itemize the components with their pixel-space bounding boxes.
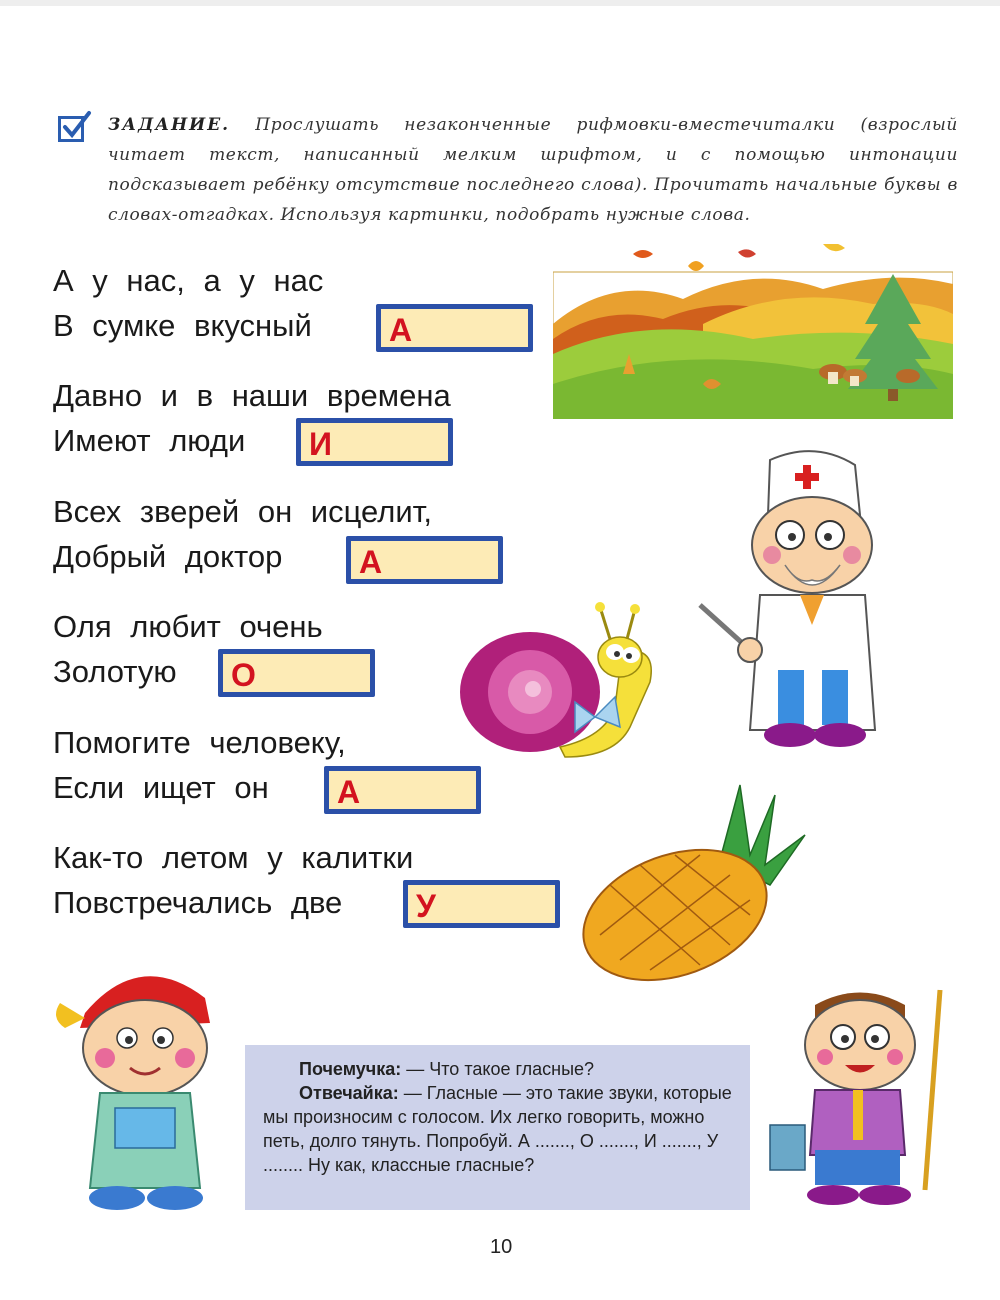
answer-letter: А — [359, 544, 383, 580]
top-bar — [0, 0, 1000, 6]
rhyme-line-1: Давно и в наши времена — [53, 378, 451, 413]
task-text: Прослушать незаконченные рифмовки-вместечиталки (взрослый читает текст, написанный мелким шрифтом, и с помощью интонации подсказывает ребёнку отсутствие последнего слова). Прочитать начальные буквы в словах-отгадках. Используя картинки, подобрать нужные слова. — [108, 115, 958, 225]
answer-paragraph — [263, 1081, 736, 1177]
dialog-box — [245, 1045, 750, 1210]
answer-box-4[interactable] — [218, 649, 375, 697]
boy-cap-illustration — [45, 958, 240, 1213]
snail-illustration — [455, 597, 665, 762]
rhyme-line-1: Всех зверей он исцелит, — [53, 494, 433, 529]
checkbox-icon — [58, 116, 84, 142]
answer-box-1[interactable] — [376, 304, 533, 352]
autumn-landscape-illustration — [553, 244, 953, 419]
answer-text: — Гласные — это такие звуки, которые мы произносим с голосом. Их легко говорить, можно петь, долго тянуть. Попробуй. А ......., О ......., И ......., У ........ Ну как, классные гласные? — [263, 1083, 732, 1175]
rhyme-line-2: Если ищет он — [53, 770, 269, 805]
rhyme-line-2: Повстречались две — [53, 885, 343, 920]
rhyme-line-1: Помогите человеку, — [53, 725, 346, 760]
doctor-illustration — [690, 445, 930, 755]
answer-letter: У — [416, 888, 436, 924]
answer-letter: И — [309, 426, 332, 462]
answer-speaker: Отвечайка: — [299, 1083, 399, 1103]
question-speaker: Почемучка: — [299, 1059, 402, 1079]
question-text: — Что такое гласные? — [401, 1059, 595, 1079]
rhyme-line-1: Оля любит очень — [53, 609, 323, 644]
answer-box-5[interactable] — [324, 766, 481, 814]
answer-letter: А — [337, 774, 361, 810]
answer-box-2[interactable] — [296, 418, 453, 466]
task-label: ЗАДАНИЕ. — [108, 115, 231, 135]
rhyme-line-2: Добрый доктор — [53, 539, 283, 574]
answer-letter: О — [231, 657, 256, 693]
rhyme-1 — [53, 258, 323, 348]
rhyme-6 — [53, 835, 413, 925]
rhyme-5 — [53, 720, 346, 810]
rhyme-line-2: В сумке вкусный — [53, 308, 312, 343]
question-line — [263, 1057, 736, 1081]
boy-glasses-illustration — [765, 985, 950, 1210]
page-number: 10 — [490, 1236, 513, 1258]
answer-box-3[interactable] — [346, 536, 503, 584]
pineapple-illustration — [580, 775, 815, 985]
answer-box-6[interactable] — [403, 880, 560, 928]
rhyme-line-2: Золотую — [53, 654, 177, 689]
rhyme-line-1: А у нас, а у нас — [53, 263, 324, 298]
rhyme-line-1: Как-то летом у калитки — [53, 840, 414, 875]
answer-letter: А — [389, 312, 413, 348]
task-instructions — [58, 110, 958, 230]
rhyme-line-2: Имеют люди — [53, 423, 246, 458]
